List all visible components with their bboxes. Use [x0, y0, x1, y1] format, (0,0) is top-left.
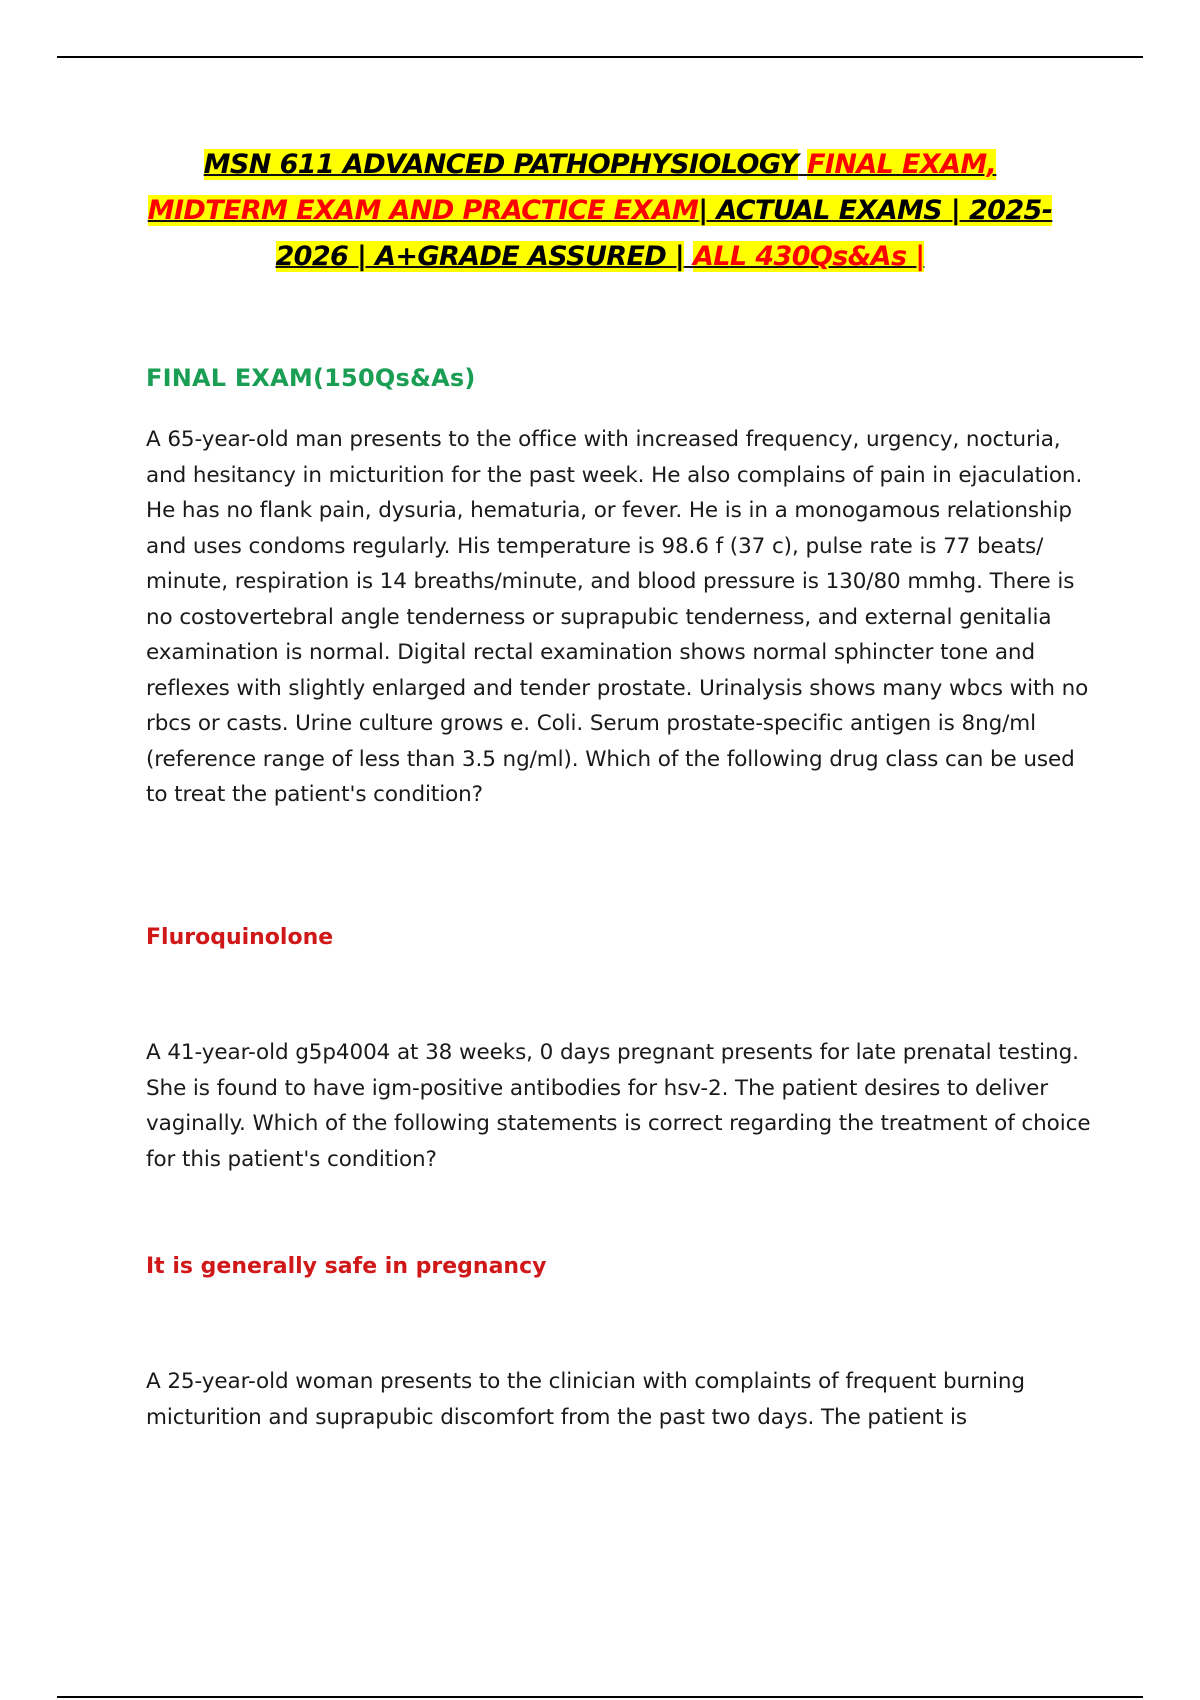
section-heading: FINAL EXAM(150Qs&As) — [146, 364, 476, 392]
title-grade-assured: 2026 | A+GRADE ASSURED | — [275, 241, 685, 272]
title-final-exam: FINAL EXAM, — [807, 149, 997, 180]
question-text: A 25-year-old woman presents to the clinician with complaints of frequent burning micturition and suprapubic discomfort from the past two days. The patient is — [146, 1369, 1025, 1430]
answer-text: Fluroquinolone — [146, 925, 334, 950]
document-title — [120, 142, 1080, 280]
bottom-divider — [57, 1696, 1143, 1698]
top-divider — [57, 56, 1143, 58]
title-question-count: ALL 430Qs&As | — [693, 241, 925, 272]
answer-text: It is generally safe in pregnancy — [146, 1254, 547, 1279]
question-text: A 41-year-old g5p4004 at 38 weeks, 0 days pregnant presents for late prenatal testing. She is found to have igm-positive antibodies for hsv-2. The patient desires to deliver vaginally. Which of the following statements is correct regarding the treatment of choice for this patient's condition? — [146, 1040, 1091, 1172]
title-actual-exams: | ACTUAL EXAMS | 2025- — [698, 195, 1053, 226]
question-text: A 65-year-old man presents to the office with increased frequency, urgency, nocturia, and hesitancy in micturition for the past week. He also complains of pain in ejaculation. He has no flank pain, dysuria, hematuria, or fever. He is in a monogamous relationship and uses condoms regularly. His temperature is 98.6 f (37 c), pulse rate is 77 beats/ minute, respiration is 14 breaths/minute, and blood pressure is 130/80 mmhg. There is no costovertebral angle tenderness or suprapubic tenderness, and external genitalia examination is normal. Digital rectal examination shows normal sphincter tone and reflexes with slightly enlarged and tender prostate. Urinalysis shows many wbcs with no rbcs or casts. Urine culture grows e. Coli. Serum prostate-specific antigen is 8ng/ml (reference range of less than 3.5 ng/ml). Which of the following drug class can be used to treat the patient's condition? — [146, 427, 1089, 807]
title-midterm-practice: MIDTERM EXAM AND PRACTICE EXAM — [147, 195, 699, 226]
title-course: MSN 611 ADVANCED PATHOPHYSIOLOGY — [203, 149, 799, 180]
